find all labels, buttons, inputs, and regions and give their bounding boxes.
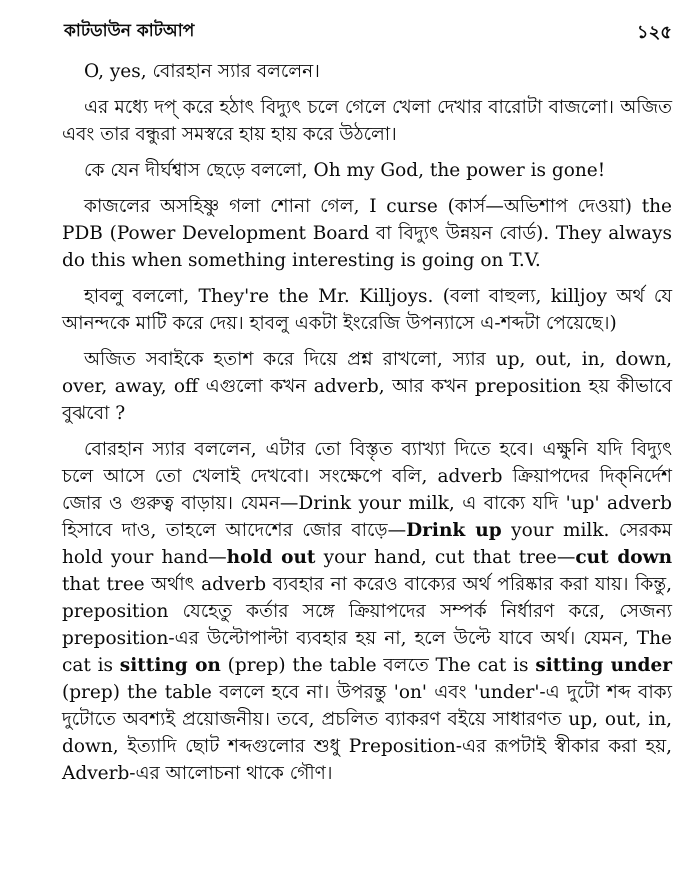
page-body <box>62 58 672 787</box>
paragraph-text: (prep) the table বলতে The cat is <box>220 655 536 676</box>
emphasis-text: sitting under <box>535 655 672 676</box>
paragraph-3 <box>62 157 672 184</box>
paragraph-text: your milk. সেরকম hold your hand— <box>62 520 673 568</box>
emphasis-text: sitting on <box>119 655 221 676</box>
paragraph-1 <box>62 58 672 85</box>
paragraph-text: এর মধ্যে দপ্ করে হঠাৎ বিদ্যুৎ চলে গেলে খেলা দেখার বারোটা বাজলো। অজিত এবং তার বন্ধুরা সমস্বরে হায় হায় করে উঠলো। <box>62 97 672 145</box>
paragraph-text: কাজলের অসহিষ্ণু গলা শোনা গেল, I curse (কার্স—অভিশাপ দেওয়া) the PDB (Power Development Board বা বিদ্যুৎ উন্নয়ন বোর্ড). They always do this when something interesting is going on T.V. <box>62 196 672 271</box>
page-header <box>64 12 680 44</box>
paragraph-6 <box>62 346 672 427</box>
emphasis-text: hold out <box>226 547 316 568</box>
paragraph-text: O, yes, বোরহান স্যার বললেন। <box>84 61 320 82</box>
emphasis-text: Drink up <box>406 520 502 541</box>
paragraph-2 <box>62 94 672 148</box>
paragraph-text: (prep) the table বললে হবে না। উপরন্তু 'on' এবং 'under'-এ দুটো শব্দ বাক্য দুটোতে অবশ্যই প্রয়োজনীয়। তবে, প্রচলিত ব্যাকরণ বইয়ে সাধারণত up, out, in, down, ইত্যাদি ছোট শব্দগুলোর শুধু Preposition-এর রূপটাই স্বীকার করা হয়, Adverb-এর আলোচনা থাকে গৌণ। <box>62 682 672 784</box>
paragraph-text: কে যেন দীর্ঘশ্বাস ছেড়ে বললো, Oh my God, the power is gone! <box>84 160 606 181</box>
paragraph-4 <box>62 193 672 274</box>
page-number: ১২৫ <box>636 22 672 43</box>
paragraph-text: বোরহান স্যার বললেন, এটার তো বিস্তৃত ব্যাখ্যা দিতে হবে। এক্ষুনি যদি বিদ্যুৎ চলে আসে তো খেলাই দেখবো। সংক্ষেপে বলি, adverb ক্রিয়াপদের দিক্‌নির্দেশ জোর ও গুরুত্ব বাড়ায়। যেমন—Drink your milk, এ বাক্যে যদি 'up' adverb হিসাবে দাও, তাহলে আদেশের জোর বাড়ে— <box>62 439 672 541</box>
paragraph-text: that tree অর্থাৎ adverb ব্যবহার না করেও বাক্যের অর্থ পরিষ্কার করা যায়। কিন্তু, preposition যেহেতু কর্তার সঙ্গে ক্রিয়াপদের সম্পর্ক নির্ধারণ করে, সেজন্য preposition-এর উল্টোপাল্টা ব্যবহার হয় না, হলে উল্টে যাবে অর্থ। যেমন, The cat is <box>62 574 672 676</box>
paragraph-text: your hand, cut that tree— <box>315 547 576 568</box>
paragraph-text: অজিত সবাইকে হতাশ করে দিয়ে প্রশ্ন রাখলো, স্যার up, out, in, down, over, away, off এগুলো কখন adverb, আর কখন preposition হয় কীভাবে বুঝবো ? <box>62 349 672 424</box>
paragraph-text: হাবলু বললো, They're the Mr. Killjoys. (বলা বাহুল্য, killjoy অর্থ যে আনন্দকে মাটি করে দেয়। হাবলু একটা ইংরেজি উপন্যাসে এ-শব্দটা পেয়েছে।) <box>62 286 672 334</box>
emphasis-text: cut down <box>575 547 673 568</box>
running-title: কাটডাউন কাটআপ <box>64 21 195 41</box>
paragraph-5 <box>62 283 672 337</box>
paragraph-7 <box>62 436 672 787</box>
